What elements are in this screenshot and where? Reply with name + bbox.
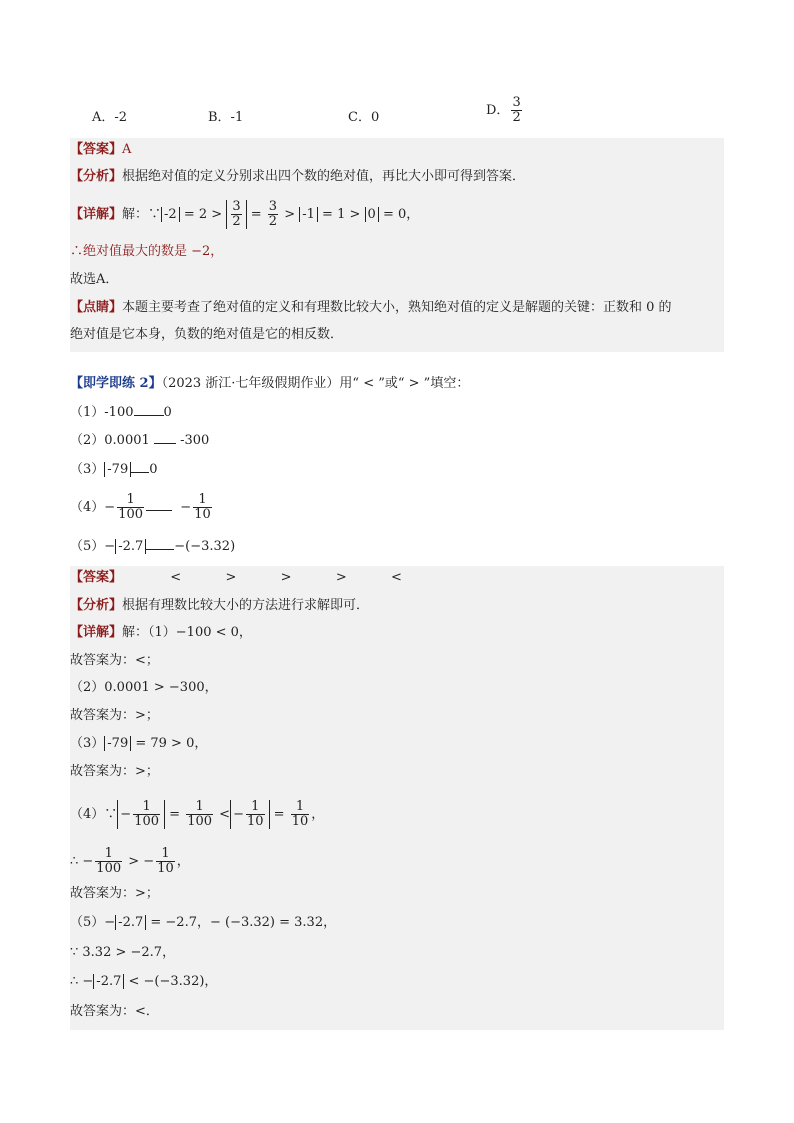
answer-1: <	[170, 570, 182, 585]
tip-line-1: 【点睛】本题主要考查了绝对值的定义和有理数比较大小，熟知绝对值的定义是解题的关键：正数和 0 的	[70, 300, 672, 315]
answer-5: <	[391, 570, 402, 585]
question-2-header: 【即学即练 2】（2023 浙江·七年级假期作业）用“ < ”或“ > ”填空：	[70, 376, 470, 391]
option-b: B．-1	[208, 110, 244, 125]
detail-line-2-5b: ∵ 3.32 > −2.7，	[70, 945, 176, 960]
conclusion-line-1: ∴绝对值最大的数是 −2，	[70, 244, 224, 259]
option-d-label: D．	[486, 103, 510, 118]
question-2-item-3: （3） -79 0	[70, 462, 158, 477]
question-2-item-2: （2）0.0001 -300	[70, 433, 210, 448]
detail-line-2-1: 【详解】解：（1）−100 < 0，	[70, 625, 252, 640]
detail-line-2-4-ans: 故答案为：>；	[70, 886, 159, 901]
question-2-item-5: （5）− -2.7 −(−3.32)	[70, 539, 236, 554]
question-2-item-1: （1）-100 0	[70, 405, 172, 420]
question-2-item-4: （4）− $\frac{1}{100}$ − $\frac{1}{10}$	[70, 492, 211, 522]
detail-line-2-3-ans: 故答案为：>；	[70, 764, 159, 779]
detail-line-2-4: （4）∵ − $\frac{1}{100}$ = $\frac{1}{100}$ < − $\frac{1}{10}$ = $\frac{1}{10}$ ，	[70, 799, 325, 829]
choose-line-1: 故选A．	[70, 272, 119, 287]
detail-line-2-5c: ∴ − -2.7 < −(−3.32)，	[70, 974, 218, 989]
option-d-denominator: 2	[512, 110, 521, 125]
option-d-fraction	[511, 96, 521, 125]
detail-line-2-2: （2）0.0001 > −300，	[70, 680, 218, 695]
detail-line-2-3: （3） -79 = 79 > 0，	[70, 736, 208, 751]
option-a: A．-2	[92, 110, 128, 125]
answer-line-1: 【答案】A	[70, 142, 132, 157]
tip-line-2: 绝对值是它本身，负数的绝对值是它的相反数．	[70, 327, 344, 342]
detail-line-2-4b: ∴ − $\frac{1}{100}$ > − $\frac{1}{10}$ ，	[70, 846, 190, 876]
detail-line-1: 【详解】解：∵ -2 = 2 > $\frac{3}{2}$ = $\frac{3}{2}$ > -1 = 1 > 0 = 0，	[70, 199, 420, 229]
option-d-numerator: 3	[512, 95, 521, 110]
answer-3: >	[280, 570, 292, 585]
answer-2: >	[225, 570, 237, 585]
option-d	[486, 96, 524, 125]
option-c: C．0	[348, 110, 380, 125]
detail-line-2-2-ans: 故答案为：>；	[70, 708, 159, 723]
analysis-line-2: 【分析】根据有理数比较大小的方法进行求解即可．	[70, 598, 370, 613]
detail-line-2-1-ans: 故答案为：<；	[70, 653, 159, 668]
detail-line-2-5-ans: 故答案为：<．	[70, 1004, 159, 1019]
detail-line-2-5: （5）− -2.7 = −2.7，− (−3.32) = 3.32，	[70, 915, 337, 930]
answer-line-2: 【答案】 < > > > <	[70, 570, 402, 585]
answer-4: >	[335, 570, 347, 585]
analysis-line-1: 【分析】根据绝对值的定义分别求出四个数的绝对值，再比大小即可得到答案．	[70, 169, 526, 184]
